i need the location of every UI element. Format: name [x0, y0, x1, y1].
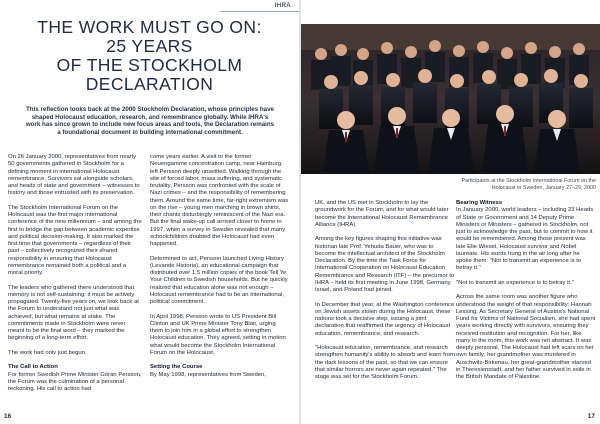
paragraph: The Stockholm International Forum on the Holocaust was the first major international conference of the new millennium – and among the first to bridge the gap between academic expertise and political decision-making. It also marked the first time that governments – regardless of their past – collectively recognized their shared responsibility in ensuring that Holocaust remembrance remained both a political and a moral priority.: [8, 204, 142, 276]
title-line: THE WORK MUST GO ON:: [37, 17, 262, 37]
paragraph: Across the same room was another figure who understood the weight of that responsibility: Hannah Lessing. As Secretary General of Austria's National Fund for Victims of National Socialism, she had spent years working directly with survivors, ensuring they received restitution and recognition. For her, like many in the room, this work was not abstract. It was deeply personal. The Holocaust had left scars on her own family; her grandmother was murdered in Auschwitz-Birkenau, her great-grandmother starved in Theresienstadt, and her father survived in exile in the British Mandate of Palestine.: [456, 294, 596, 380]
right-page: [301, 0, 600, 424]
left-page: [0, 0, 299, 424]
title-line: OF THE STOCKHOLM: [56, 55, 243, 75]
paragraph: "Not to transmit an experience is to betray it.": [456, 279, 574, 286]
subheading: Bearing Witness: [456, 200, 503, 206]
forum-photo: [301, 24, 600, 174]
title-line: DECLARATION: [85, 74, 214, 94]
subheading: Setting the Course: [150, 364, 203, 371]
group-photo-illustration: [301, 24, 600, 174]
paragraph: come years earlier. A visit to the former Neuengamme concentration camp, near Hamburg, left Persson deeply unsettled. Walking through the site of forced labor, mass suffering, and systematic brutality, Persson was confronted with the scale of Nazi crimes – and the responsibility of remembering them. Around the same time, far-right extremism was on the rise – young men marching in brown shirts, their chants disturbingly reminiscent of the Nazi era. But the final wake-up call arrived closer to home in 1997, when a survey in Sweden revealed that many schoolchildren doubted the Holocaust had even happened.: [150, 154, 289, 247]
paragraph: The leaders who gathered there understood that memory is not self-sustaining: it must be actively propagated. Twenty-five years on, we look back at the Forum to understand not just what was achieved, but what remains at stake. The commitments made in Stockholm were never meant to be the final word – they marked the beginning of a long-term effort.: [8, 284, 139, 342]
paragraph: In December that year, at the Washington conference on Jewish assets stolen during the Holocaust, these nations took a decisive step, issuing a joint declaration that reaffirmed the urgency of Holocaust education, remembrance, and research.: [315, 301, 455, 337]
photo-caption: Participants at the Stockholm International Forum on the Holocaust in Sweden, January 27–29, 2000: [461, 178, 596, 191]
page-number: 16: [4, 413, 12, 420]
subheading: The Call to Action: [8, 364, 58, 371]
title-line: 25 YEARS: [106, 36, 193, 56]
paragraph: In January 2000, world leaders – including 23 Heads of State or Government and 14 Deputy Prime Ministers or Ministers – gathered in Stockholm, not just to acknowledge the past, but to commit to how it would be remembered. Among those present was late Elie Wiesel, Holocaust survivor and Nobel laureate. His words hung in the air long after he spoke them: "Not to transmit an experience is to betray it.": [456, 207, 594, 272]
section-rule: [220, 11, 300, 12]
page-number: 17: [587, 413, 595, 420]
paragraph: On 26 January 2000, representatives from nearly 50 governments gathered in Stockholm for a defining moment in international Holocaust remembrance. Survivors sat alongside scholars, and heads of state and government – witnesses to history and those entrusted with its preservation.: [8, 154, 140, 197]
section-tag: IHRA: [274, 2, 291, 9]
paragraph: By May 1998, representatives from Sweden,: [150, 371, 266, 378]
paragraph: The work had only just begun.: [8, 349, 87, 356]
paragraph: Determined to act, Persson launched Living History (Levande Historia), an educational campaign that distributed over 1.5 million copies of the book Tell Ye Your Children to Swedish households. But he quickly realized that education alone was not enough – Holocaust remembrance had to be an international, political commitment.: [150, 255, 288, 305]
paragraph: For former Swedish Prime Minister Göran Persson, the Forum was the culmination of a personal reckoning. His call to action had: [8, 371, 142, 392]
paragraph: UK, and the US met in Stockholm to lay the groundwork for the Forum, and for what would later become the International Holocaust Remembrance Alliance (IHRA).: [315, 200, 449, 228]
text-column-1: [8, 154, 142, 393]
text-column-4: [456, 200, 596, 381]
article-title: [0, 18, 299, 94]
text-column-3: [315, 200, 455, 381]
paragraph: Among the key figures shaping this initiative was historian late Prof. Yehuda Bauer, who was to become the intellectual architect of the Stockholm Declaration. By the time the Task Force for International Cooperation on Holocaust Education Remembrance and Research (ITF) – the precursor to IHRA – held its first meeting in June 1998, Germany, Israel, and Poland had joined.: [315, 236, 455, 293]
text-column-2: [150, 154, 290, 379]
article-intro: This reflection looks back at the 2000 Stockholm Declaration, whose principles have shaped Holocaust education, research, and remembrance globally. While IHRA's work has since grown to include new focus areas and tools, the Declaration remains a foundational document in building international commitment.: [25, 106, 275, 137]
paragraph: In April 1998, Persson wrote to US President Bill Clinton and UK Prime Minister Tony Blair, urging them to join him in a global effort to strengthen Holocaust education. They agreed, setting in motion what would become the Stockholm International Forum on the Holocaust.: [150, 313, 286, 356]
paragraph: "Holocaust education, remembrance, and research strengthen humanity's ability to absorb and learn from the dark lessons of the past, so that we can ensure that similar horrors are never again repeated." The stage was set for the Stockholm Forum.: [315, 345, 455, 380]
